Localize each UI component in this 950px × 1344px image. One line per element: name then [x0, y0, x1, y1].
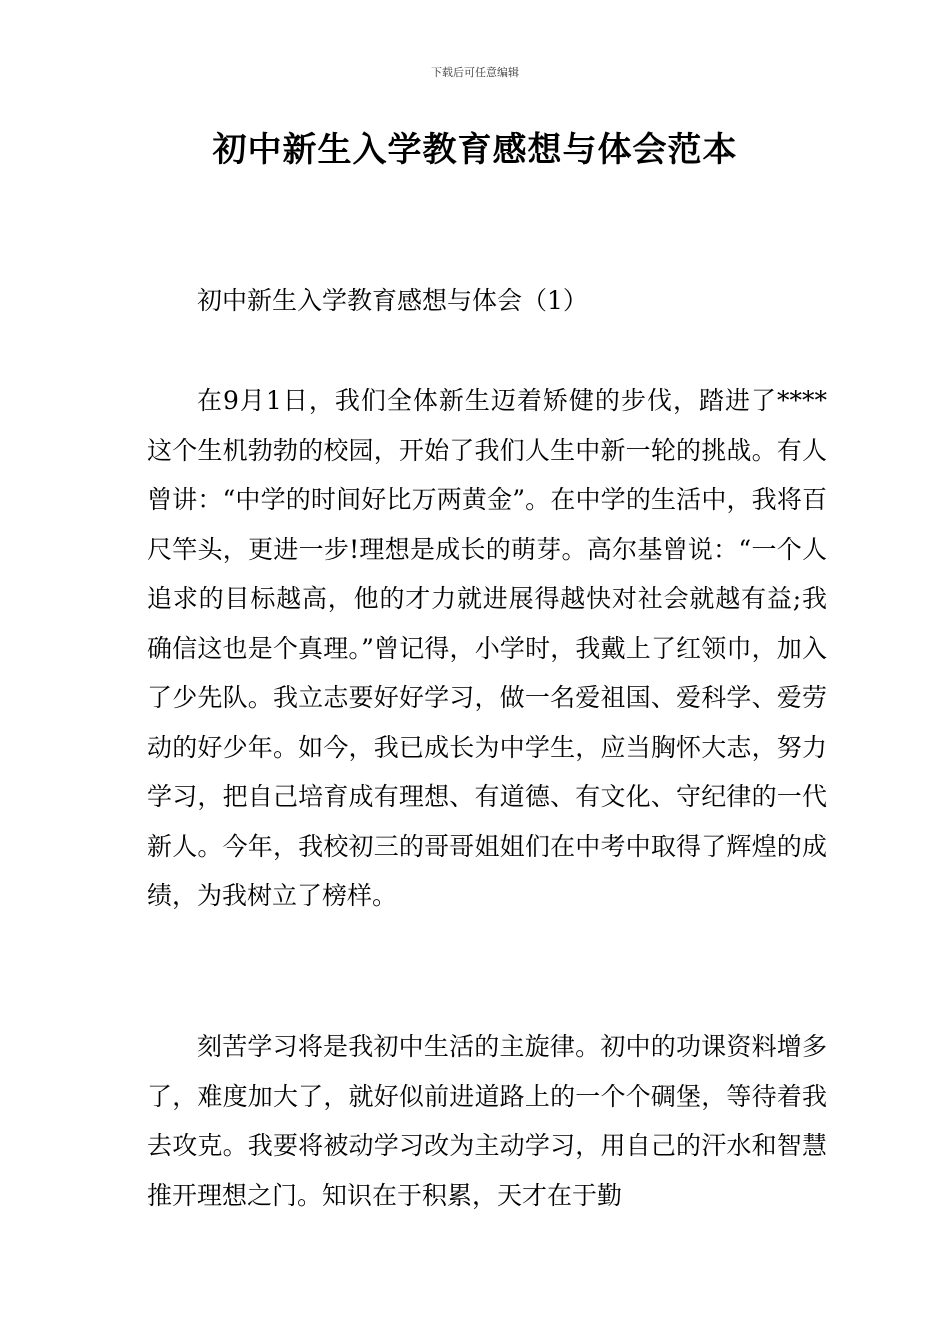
section-subheading: 初中新生入学教育感想与体会（1）	[197, 286, 588, 315]
header-note: 下载后可任意编辑	[431, 66, 519, 79]
paragraph-1: 在9月1日，我们全体新生迈着矫健的步伐，踏进了****这个生机勃勃的校园，开始了我们人生中新一轮的挑战。有人曾讲：“中学的时间好比万两黄金”。在中学的生活中，我将百尺竿头，更进一步!理想是成长的萌芽。高尔基曾说：“一个人追求的目标越高，他的才力就进展得越快对社会就越有益;我确信这也是个真理。”曾记得，小学时，我戴上了红领巾，加入了少先队。我立志要好好学习，做一名爱祖国、爱科学、爱劳动的好少年。如今，我已成长为中学生，应当胸怀大志，努力学习，把自己培育成有理想、有道德、有文化、守纪律的一代新人。今年，我校初三的哥哥姐姐们在中考中取得了辉煌的成绩，为我树立了榜样。	[147, 386, 827, 910]
paragraph-2: 刻苦学习将是我初中生活的主旋律。初中的功课资料增多了，难度加大了，就好似前进道路上的一个个碉堡，等待着我去攻克。我要将被动学习改为主动学习，用自己的汗水和智慧推开理想之门。知识在于积累，天才在于勤	[147, 1032, 827, 1210]
document-title: 初中新生入学教育感想与体会范本	[212, 130, 738, 170]
